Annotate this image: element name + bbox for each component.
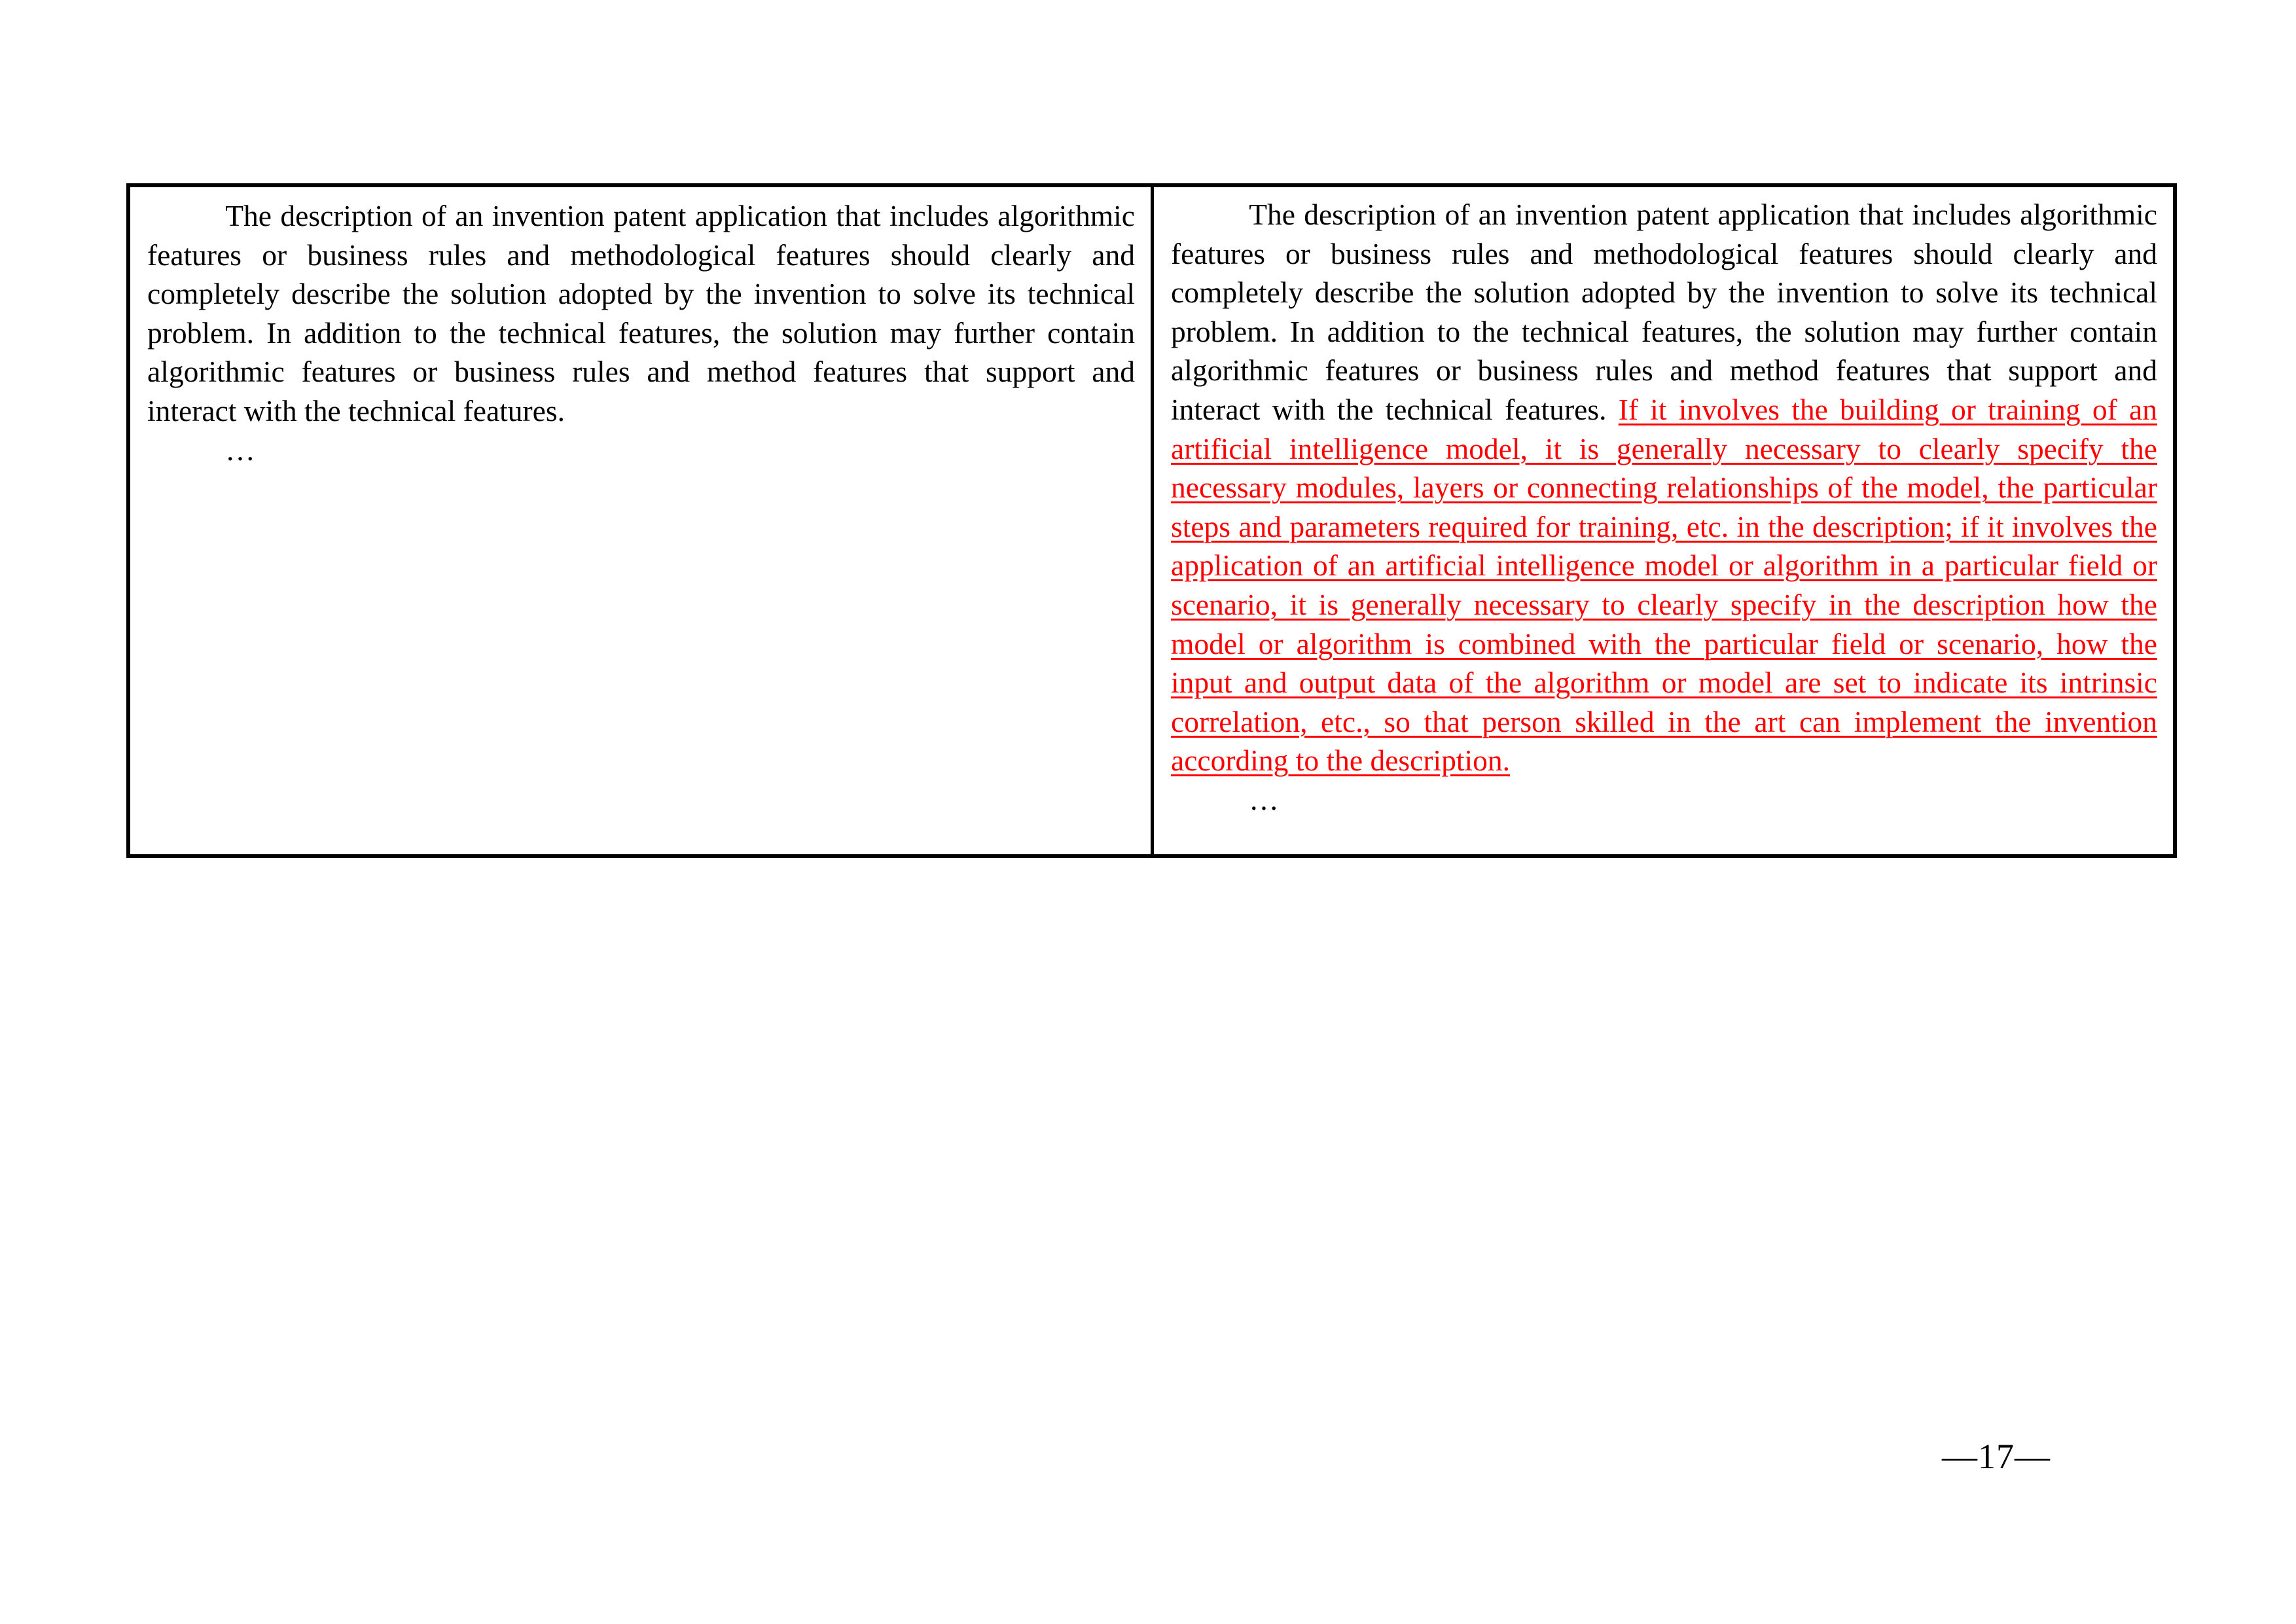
original-paragraph: The description of an invention patent application that includes algorithmic features or business rules and methodological features should clearly and completely describe the solution adopted by the invention to solve its technical problem. In addition to the technical features, the solution may further contain algorithmic features or business rules and method features that support and interact with the technical features. [147,199,1135,427]
amended-paragraph [1171,195,2157,780]
original-text-cell [130,187,1154,854]
original-ellipsis: … [225,433,255,467]
amended-text-cell [1154,187,2173,854]
amended-ellipsis: … [1249,782,1279,816]
comparison-table [126,183,2177,858]
amended-base-text: The description of an invention patent application that includes algorithmic features or business rules and methodological features should clearly and completely describe the solution adopted by the invention to solve its technical problem. In addition to the technical features, the solution may further contain algorithmic features or business rules and method features that support and interact with the technical features. [1171,198,2157,426]
page-number: —17— [1942,1437,2051,1476]
added-text: If it involves the building or training of an artificial intelligence model, it is generally necessary to clearly specify the necessary modules, layers or connecting relationships of the model, the particular steps and parameters required for training, etc. in the description; if it involves the application of an artificial intelligence model or algorithm in a particular field or scenario, it is generally necessary to clearly specify in the description how the model or algorithm is combined with the particular field or scenario, how the input and output data of the algorithm or model are set to indicate its intrinsic correlation, etc., so that person skilled in the art can implement the invention according to the description. [1171,392,2157,778]
